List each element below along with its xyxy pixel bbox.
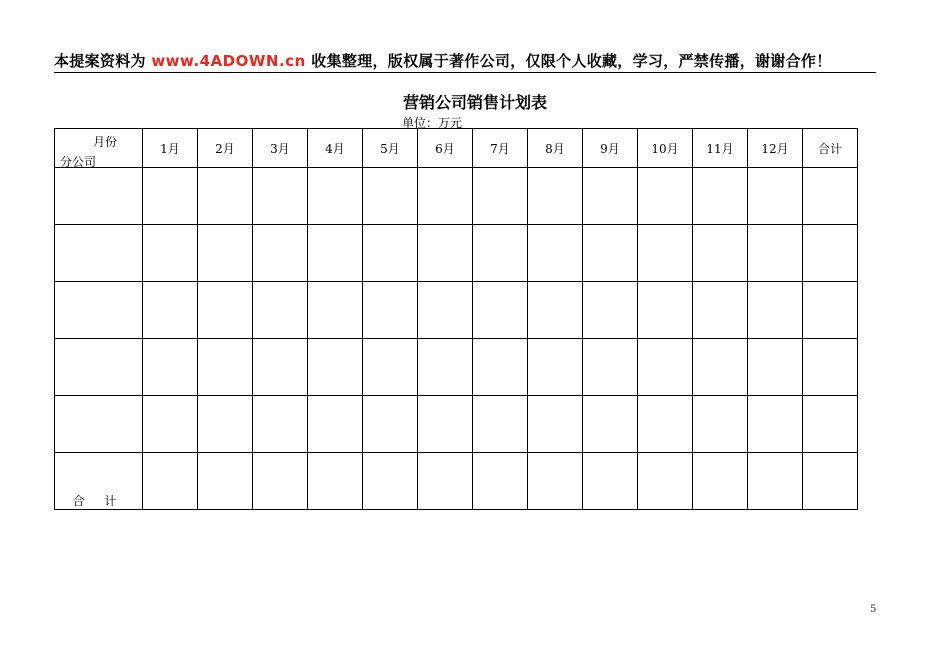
value-cell[interactable]: [748, 339, 803, 396]
total-cell[interactable]: [693, 453, 748, 510]
value-cell[interactable]: [638, 168, 693, 225]
month-header: 2月: [198, 129, 253, 168]
value-cell[interactable]: [693, 339, 748, 396]
value-cell[interactable]: [693, 168, 748, 225]
value-cell[interactable]: [363, 339, 418, 396]
value-cell[interactable]: [253, 282, 308, 339]
company-cell[interactable]: [55, 396, 143, 453]
value-cell[interactable]: [638, 225, 693, 282]
total-cell[interactable]: [803, 453, 858, 510]
total-cell[interactable]: [253, 453, 308, 510]
value-cell[interactable]: [748, 396, 803, 453]
table-row: [55, 225, 858, 282]
company-cell[interactable]: [55, 225, 143, 282]
value-cell[interactable]: [748, 225, 803, 282]
notice-prefix: 本提案资料为: [54, 52, 152, 70]
value-cell[interactable]: [473, 339, 528, 396]
company-cell[interactable]: [55, 168, 143, 225]
value-cell[interactable]: [473, 396, 528, 453]
value-cell[interactable]: [803, 168, 858, 225]
value-cell[interactable]: [693, 396, 748, 453]
value-cell[interactable]: [583, 168, 638, 225]
value-cell[interactable]: [473, 282, 528, 339]
page-number: 5: [870, 604, 877, 615]
company-cell[interactable]: [55, 339, 143, 396]
value-cell[interactable]: [363, 168, 418, 225]
sales-plan-table: [54, 128, 858, 510]
notice-suffix: 收集整理，版权属于著作公司，仅限个人收藏，学习，严禁传播，谢谢合作！: [305, 52, 832, 70]
table-row: [55, 396, 858, 453]
table-row: [55, 339, 858, 396]
value-cell[interactable]: [308, 225, 363, 282]
value-cell[interactable]: [583, 339, 638, 396]
value-cell[interactable]: [198, 282, 253, 339]
value-cell[interactable]: [528, 168, 583, 225]
total-cell[interactable]: [418, 453, 473, 510]
value-cell[interactable]: [583, 225, 638, 282]
value-cell[interactable]: [253, 225, 308, 282]
value-cell[interactable]: [473, 225, 528, 282]
value-cell[interactable]: [253, 339, 308, 396]
month-header: 1月: [143, 129, 198, 168]
value-cell[interactable]: [143, 282, 198, 339]
value-cell[interactable]: [418, 168, 473, 225]
table-row: [55, 168, 858, 225]
value-cell[interactable]: [143, 396, 198, 453]
value-cell[interactable]: [803, 339, 858, 396]
month-header: 11月: [693, 129, 748, 168]
value-cell[interactable]: [748, 168, 803, 225]
value-cell[interactable]: [693, 282, 748, 339]
total-cell[interactable]: [583, 453, 638, 510]
corner-cell: [55, 129, 143, 168]
total-cell[interactable]: [143, 453, 198, 510]
value-cell[interactable]: [198, 225, 253, 282]
month-header: 9月: [583, 129, 638, 168]
value-cell[interactable]: [253, 396, 308, 453]
value-cell[interactable]: [143, 225, 198, 282]
value-cell[interactable]: [638, 282, 693, 339]
value-cell[interactable]: [308, 282, 363, 339]
document-title: 营销公司销售计划表: [402, 93, 547, 112]
total-cell[interactable]: [748, 453, 803, 510]
total-cell[interactable]: [473, 453, 528, 510]
value-cell[interactable]: [308, 339, 363, 396]
table-row: [55, 282, 858, 339]
source-notice: [54, 50, 876, 71]
month-header: 5月: [363, 129, 418, 168]
value-cell[interactable]: [638, 339, 693, 396]
site-link[interactable]: www.4ADOWN.cn: [151, 52, 306, 70]
month-header: 8月: [528, 129, 583, 168]
value-cell[interactable]: [528, 396, 583, 453]
value-cell[interactable]: [363, 225, 418, 282]
value-cell[interactable]: [418, 225, 473, 282]
value-cell[interactable]: [583, 396, 638, 453]
value-cell[interactable]: [693, 225, 748, 282]
value-cell[interactable]: [198, 396, 253, 453]
month-header: 10月: [638, 129, 693, 168]
total-cell[interactable]: [308, 453, 363, 510]
value-cell[interactable]: [473, 168, 528, 225]
value-cell[interactable]: [253, 168, 308, 225]
value-cell[interactable]: [363, 396, 418, 453]
corner-company-label: 分公司: [60, 155, 97, 169]
total-column-header: 合计: [803, 129, 858, 168]
value-cell[interactable]: [143, 339, 198, 396]
value-cell[interactable]: [418, 396, 473, 453]
value-cell[interactable]: [528, 339, 583, 396]
month-header: 6月: [418, 129, 473, 168]
total-row-label: 合 计: [55, 453, 143, 510]
corner-month-label: 月份: [93, 135, 118, 149]
value-cell[interactable]: [583, 282, 638, 339]
month-header: 3月: [253, 129, 308, 168]
month-header: 7月: [473, 129, 528, 168]
month-header: 12月: [748, 129, 803, 168]
total-row: [55, 453, 858, 510]
value-cell[interactable]: [418, 339, 473, 396]
value-cell[interactable]: [528, 282, 583, 339]
value-cell[interactable]: [803, 225, 858, 282]
total-cell[interactable]: [638, 453, 693, 510]
value-cell[interactable]: [748, 282, 803, 339]
value-cell[interactable]: [308, 168, 363, 225]
value-cell[interactable]: [803, 396, 858, 453]
total-cell[interactable]: [528, 453, 583, 510]
value-cell[interactable]: [803, 282, 858, 339]
table-header-row: [55, 129, 858, 168]
value-cell[interactable]: [638, 396, 693, 453]
value-cell[interactable]: [528, 225, 583, 282]
value-cell[interactable]: [308, 396, 363, 453]
total-cell[interactable]: [198, 453, 253, 510]
value-cell[interactable]: [143, 168, 198, 225]
value-cell[interactable]: [198, 168, 253, 225]
value-cell[interactable]: [198, 339, 253, 396]
company-cell[interactable]: [55, 282, 143, 339]
total-cell[interactable]: [363, 453, 418, 510]
value-cell[interactable]: [418, 282, 473, 339]
value-cell[interactable]: [363, 282, 418, 339]
month-header: 4月: [308, 129, 363, 168]
header-divider: [54, 72, 876, 73]
unit-label: 单位：万元: [402, 116, 463, 130]
